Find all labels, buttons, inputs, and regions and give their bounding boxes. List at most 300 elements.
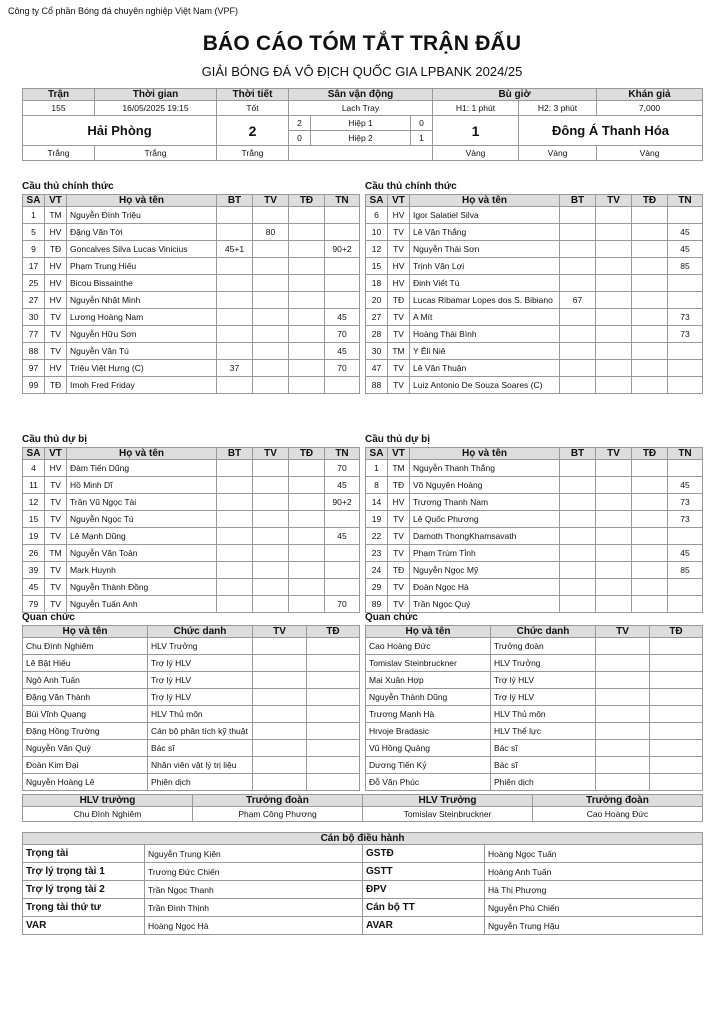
- yellow-card: [596, 562, 632, 579]
- player-row: [23, 207, 360, 224]
- referee-name: Hoàng Ngọc Hà: [145, 917, 363, 935]
- red-card: [289, 545, 325, 562]
- red-card: [632, 275, 668, 292]
- sub-minute: [668, 343, 703, 360]
- red-card: [289, 224, 325, 241]
- column-header: VT: [45, 195, 67, 207]
- referee-row: [23, 917, 703, 935]
- yellow-card: [596, 343, 632, 360]
- supervisor-name: Hà Thị Phượng: [485, 881, 703, 899]
- sub-minute: [325, 545, 360, 562]
- yellow-card: [253, 343, 289, 360]
- red-card: [289, 343, 325, 360]
- column-header: TĐ: [289, 195, 325, 207]
- sub-minute: 73: [668, 326, 703, 343]
- column-header: TV: [596, 448, 632, 460]
- summary-header-away-coach: HLV Trưởng: [363, 795, 533, 807]
- red-card: [650, 672, 703, 689]
- player-row: [366, 545, 703, 562]
- player-row: [366, 562, 703, 579]
- player-row: [23, 224, 360, 241]
- player-name: Đoàn Ngọc Hà: [410, 579, 560, 596]
- sub-minute: 45: [325, 343, 360, 360]
- position: TV: [388, 579, 410, 596]
- player-name: Hoàng Thái Bình: [410, 326, 560, 343]
- red-card: [632, 596, 668, 613]
- column-header: SA: [23, 448, 45, 460]
- sub-minute: 45: [668, 241, 703, 258]
- position: TM: [45, 207, 67, 224]
- goal-minute: [560, 494, 596, 511]
- official-role: HLV Trưởng: [148, 638, 253, 655]
- yellow-card: [253, 477, 289, 494]
- red-card: [307, 740, 360, 757]
- red-card: [632, 562, 668, 579]
- player-name: Đặng Văn Tới: [67, 224, 217, 241]
- shirt-number: 89: [366, 596, 388, 613]
- red-card: [289, 494, 325, 511]
- player-row: [23, 579, 360, 596]
- sub-minute: [668, 579, 703, 596]
- yellow-card: [253, 706, 307, 723]
- shirt-number: 1: [23, 207, 45, 224]
- position: TV: [388, 309, 410, 326]
- goal-minute: [217, 562, 253, 579]
- official-role: Trợ lý HLV: [148, 655, 253, 672]
- supervisor-role: GSTT: [363, 863, 485, 881]
- column-header: Họ và tên: [410, 195, 560, 207]
- player-name: Lucas Ribamar Lopes dos S. Bibiano: [410, 292, 560, 309]
- sub-minute: [668, 275, 703, 292]
- sub-minute: [668, 377, 703, 394]
- away-team-manager: Cao Hoàng Đức: [533, 807, 703, 822]
- player-row: [366, 241, 703, 258]
- player-name: Phạm Trùm Tỉnh: [410, 545, 560, 562]
- yellow-card: [253, 511, 289, 528]
- home-kit-socks: Trắng: [217, 146, 289, 161]
- official-name: Cao Hoàng Đức: [366, 638, 491, 655]
- player-name: Trương Thanh Nam: [410, 494, 560, 511]
- goal-minute: [560, 241, 596, 258]
- player-name: Đàm Tiến Dũng: [67, 460, 217, 477]
- official-name: Ngô Anh Tuấn: [23, 672, 148, 689]
- red-card: [289, 477, 325, 494]
- official-row: [366, 757, 703, 774]
- supervisor-name: Nguyễn Phú Chiến: [485, 899, 703, 917]
- red-card: [289, 579, 325, 596]
- official-name: Đặng Văn Thành: [23, 689, 148, 706]
- summary-header-home-manager: Trưởng đoàn: [193, 795, 363, 807]
- position: TĐ: [388, 477, 410, 494]
- red-card: [307, 655, 360, 672]
- referee-role: Trợ lý trọng tài 1: [23, 863, 145, 881]
- column-header: Họ và tên: [366, 626, 491, 638]
- red-card: [632, 545, 668, 562]
- column-header: Chức danh: [148, 626, 253, 638]
- column-header: TV: [253, 626, 307, 638]
- red-card: [632, 494, 668, 511]
- official-name: Hrvoje Bradasic: [366, 723, 491, 740]
- shirt-number: 88: [366, 377, 388, 394]
- yellow-card: [596, 579, 632, 596]
- yellow-card: [253, 545, 289, 562]
- red-card: [632, 460, 668, 477]
- goal-minute: [217, 275, 253, 292]
- goal-minute: [217, 494, 253, 511]
- column-header: SA: [23, 195, 45, 207]
- player-row: [23, 596, 360, 613]
- yellow-card: [596, 689, 650, 706]
- sub-minute: 70: [325, 360, 360, 377]
- goal-minute: [217, 258, 253, 275]
- red-card: [632, 207, 668, 224]
- goal-minute: [217, 377, 253, 394]
- player-row: [366, 326, 703, 343]
- goal-minute: [217, 343, 253, 360]
- red-card: [632, 343, 668, 360]
- column-header: SA: [366, 195, 388, 207]
- player-row: [23, 343, 360, 360]
- sub-minute: 73: [668, 511, 703, 528]
- away-score: 1: [433, 116, 519, 146]
- shirt-number: 18: [366, 275, 388, 292]
- supervisor-role: AVAR: [363, 917, 485, 935]
- red-card: [650, 740, 703, 757]
- shirt-number: 20: [366, 292, 388, 309]
- report-title: BÁO CÁO TÓM TẮT TRẬN ĐẤU: [202, 32, 522, 55]
- player-row: [366, 258, 703, 275]
- player-row: [366, 275, 703, 292]
- sub-minute: [325, 579, 360, 596]
- home-starters-title: Cầu thủ chính thức: [22, 181, 114, 192]
- official-role: Trợ lý HLV: [148, 672, 253, 689]
- red-card: [632, 511, 668, 528]
- league-subtitle: GIẢI BÓNG ĐÁ VÔ ĐỊCH QUỐC GIA LPBANK 2024/25: [201, 64, 523, 79]
- official-role: Bác sĩ: [491, 757, 596, 774]
- official-name: Mai Xuân Hợp: [366, 672, 491, 689]
- referee-role: Trọng tài thứ tư: [23, 899, 145, 917]
- shirt-number: 27: [366, 309, 388, 326]
- official-row: [366, 774, 703, 791]
- shirt-number: 24: [366, 562, 388, 579]
- referee-name: Trần Đình Thịnh: [145, 899, 363, 917]
- match-header-attendance: Khán giả: [597, 89, 703, 101]
- yellow-card: [253, 562, 289, 579]
- position: HV: [388, 494, 410, 511]
- player-name: Nguyễn Tuấn Anh: [67, 596, 217, 613]
- player-row: [23, 309, 360, 326]
- official-row: [366, 740, 703, 757]
- goal-minute: [560, 224, 596, 241]
- sub-minute: [325, 511, 360, 528]
- player-name: Lương Hoàng Nam: [67, 309, 217, 326]
- home-half1-score: 2: [289, 116, 311, 131]
- goal-minute: [217, 579, 253, 596]
- sub-minute: [325, 207, 360, 224]
- position: TM: [45, 545, 67, 562]
- red-card: [632, 528, 668, 545]
- column-header: TN: [668, 448, 703, 460]
- position: HV: [45, 224, 67, 241]
- player-name: Imoh Fred Friday: [67, 377, 217, 394]
- goal-minute: [560, 377, 596, 394]
- player-row: [366, 528, 703, 545]
- shirt-number: 39: [23, 562, 45, 579]
- red-card: [289, 511, 325, 528]
- referee-name: Nguyễn Trung Kiên: [145, 845, 363, 863]
- red-card: [307, 638, 360, 655]
- shirt-number: 19: [23, 528, 45, 545]
- yellow-card: [253, 774, 307, 791]
- sub-minute: 70: [325, 596, 360, 613]
- player-row: [23, 562, 360, 579]
- yellow-card: [596, 377, 632, 394]
- player-row: [23, 511, 360, 528]
- player-row: [23, 258, 360, 275]
- position: HV: [45, 292, 67, 309]
- away-kit-socks: Vàng: [597, 146, 703, 161]
- red-card: [632, 292, 668, 309]
- position: TV: [45, 309, 67, 326]
- yellow-card: [253, 655, 307, 672]
- position: HV: [388, 258, 410, 275]
- shirt-number: 9: [23, 241, 45, 258]
- sub-minute: 70: [325, 460, 360, 477]
- yellow-card: [253, 360, 289, 377]
- position: TĐ: [388, 562, 410, 579]
- player-name: Luiz Antonio De Souza Soares (C): [410, 377, 560, 394]
- position: TV: [388, 511, 410, 528]
- official-row: [366, 723, 703, 740]
- player-name: Phạm Trung Hiếu: [67, 258, 217, 275]
- sub-minute: [325, 292, 360, 309]
- red-card: [307, 672, 360, 689]
- yellow-card: [253, 757, 307, 774]
- column-header: TV: [596, 195, 632, 207]
- official-row: [23, 638, 360, 655]
- yellow-card: [253, 638, 307, 655]
- yellow-card: [253, 494, 289, 511]
- position: HV: [388, 207, 410, 224]
- supervisor-role: Cán bộ TT: [363, 899, 485, 917]
- yellow-card: [596, 292, 632, 309]
- goal-minute: [560, 360, 596, 377]
- shirt-number: 30: [23, 309, 45, 326]
- match-id: 155: [23, 101, 95, 116]
- red-card: [289, 275, 325, 292]
- player-name: Lê Mạnh Dũng: [67, 528, 217, 545]
- player-row: [366, 511, 703, 528]
- shirt-number: 45: [23, 579, 45, 596]
- position: TV: [45, 579, 67, 596]
- player-row: [366, 596, 703, 613]
- official-role: HLV Thủ môn: [491, 706, 596, 723]
- yellow-card: [596, 207, 632, 224]
- position: HV: [45, 275, 67, 292]
- player-name: Y Êli Niê: [410, 343, 560, 360]
- yellow-card: [253, 740, 307, 757]
- sub-minute: 90+2: [325, 241, 360, 258]
- player-row: [23, 494, 360, 511]
- official-role: HLV Trưởng: [491, 655, 596, 672]
- yellow-card: [596, 511, 632, 528]
- yellow-card: [253, 377, 289, 394]
- column-header: TN: [325, 448, 360, 460]
- red-card: [289, 528, 325, 545]
- goal-minute: [560, 562, 596, 579]
- goal-minute: [217, 545, 253, 562]
- yellow-card: [253, 723, 307, 740]
- red-card: [289, 562, 325, 579]
- column-header: TN: [325, 195, 360, 207]
- column-header: TV: [253, 448, 289, 460]
- position: HV: [388, 275, 410, 292]
- official-role: Bác sĩ: [148, 740, 253, 757]
- player-name: Nguyễn Thái Sơn: [410, 241, 560, 258]
- player-name: Bicou Bissainthe: [67, 275, 217, 292]
- player-name: A Mít: [410, 309, 560, 326]
- official-row: [23, 655, 360, 672]
- shirt-number: 26: [23, 545, 45, 562]
- home-score: 2: [217, 116, 289, 146]
- home-half2-score: 0: [289, 131, 311, 146]
- goal-minute: [560, 545, 596, 562]
- official-name: Đặng Hồng Trường: [23, 723, 148, 740]
- column-header: VT: [45, 448, 67, 460]
- red-card: [632, 309, 668, 326]
- official-name: Trương Mạnh Hà: [366, 706, 491, 723]
- home-subs-table: [22, 447, 360, 613]
- player-row: [366, 460, 703, 477]
- yellow-card: 80: [253, 224, 289, 241]
- goal-minute: [560, 326, 596, 343]
- column-header: VT: [388, 448, 410, 460]
- away-head-coach: Tomislav Steinbruckner: [363, 807, 533, 822]
- yellow-card: [596, 241, 632, 258]
- sub-minute: [668, 528, 703, 545]
- half2-label: Hiệp 2: [311, 131, 411, 146]
- goal-minute: 37: [217, 360, 253, 377]
- player-name: Trịnh Văn Lợi: [410, 258, 560, 275]
- yellow-card: [596, 224, 632, 241]
- column-header: SA: [366, 448, 388, 460]
- player-row: [366, 207, 703, 224]
- shirt-number: 15: [366, 258, 388, 275]
- sub-minute: 45: [325, 309, 360, 326]
- match-header-stadium: Sân vận động: [289, 89, 433, 101]
- shirt-number: 30: [366, 343, 388, 360]
- sub-minute: [325, 377, 360, 394]
- match-header-stoppage: Bù giờ: [433, 89, 597, 101]
- red-card: [632, 258, 668, 275]
- supervisor-name: Hoàng Ngọc Tuấn: [485, 845, 703, 863]
- match-header-time: Thời gian: [95, 89, 217, 101]
- official-role: Nhân viên vật lý trị liệu: [148, 757, 253, 774]
- shirt-number: 29: [366, 579, 388, 596]
- position: TV: [45, 477, 67, 494]
- official-name: Vũ Hồng Quảng: [366, 740, 491, 757]
- referee-section-title: Cán bộ điều hành: [23, 833, 703, 845]
- red-card: [650, 757, 703, 774]
- home-head-coach: Chu Đình Nghiêm: [23, 807, 193, 822]
- red-card: [650, 655, 703, 672]
- player-row: [366, 360, 703, 377]
- column-header: Họ và tên: [23, 626, 148, 638]
- yellow-card: [596, 596, 632, 613]
- goal-minute: [560, 579, 596, 596]
- position: HV: [45, 460, 67, 477]
- match-time: 16/05/2025 19:15: [95, 101, 217, 116]
- half1-label: Hiệp 1: [311, 116, 411, 131]
- away-starters-title: Cầu thủ chính thức: [365, 181, 457, 192]
- shirt-number: 12: [23, 494, 45, 511]
- column-header: TĐ: [289, 448, 325, 460]
- player-row: [366, 224, 703, 241]
- goal-minute: [560, 343, 596, 360]
- shirt-number: 79: [23, 596, 45, 613]
- official-role: Cán bộ phân tích kỹ thuật: [148, 723, 253, 740]
- official-role: Phiên dịch: [148, 774, 253, 791]
- position: TV: [45, 326, 67, 343]
- sub-minute: [325, 275, 360, 292]
- shirt-number: 99: [23, 377, 45, 394]
- official-row: [366, 638, 703, 655]
- position: TV: [388, 545, 410, 562]
- referee-row: [23, 863, 703, 881]
- sub-minute: 45: [668, 545, 703, 562]
- position: TV: [388, 360, 410, 377]
- official-role: HLV Thể lực: [491, 723, 596, 740]
- red-card: [289, 377, 325, 394]
- column-header: TV: [253, 195, 289, 207]
- red-card: [632, 241, 668, 258]
- sub-minute: [325, 258, 360, 275]
- goal-minute: [217, 511, 253, 528]
- official-row: [23, 774, 360, 791]
- player-row: [366, 477, 703, 494]
- official-name: Nguyễn Văn Quý: [23, 740, 148, 757]
- player-row: [23, 477, 360, 494]
- position: TV: [45, 562, 67, 579]
- away-officials-title: Quan chức: [365, 612, 418, 623]
- position: TĐ: [388, 292, 410, 309]
- away-subs-title: Cầu thủ dự bị: [365, 434, 431, 445]
- sub-minute: [668, 460, 703, 477]
- goal-minute: [560, 511, 596, 528]
- shirt-number: 77: [23, 326, 45, 343]
- yellow-card: [253, 596, 289, 613]
- yellow-card: [596, 655, 650, 672]
- yellow-card: [253, 275, 289, 292]
- official-name: Tomislav Steinbruckner: [366, 655, 491, 672]
- shirt-number: 5: [23, 224, 45, 241]
- red-card: [289, 258, 325, 275]
- summary-header-home-coach: HLV trưởng: [23, 795, 193, 807]
- red-card: [632, 579, 668, 596]
- shirt-number: 12: [366, 241, 388, 258]
- official-role: HLV Thủ môn: [148, 706, 253, 723]
- official-role: Trợ lý HLV: [148, 689, 253, 706]
- shirt-number: 28: [366, 326, 388, 343]
- player-row: [23, 241, 360, 258]
- shirt-number: 4: [23, 460, 45, 477]
- home-kit-shirt: Trắng: [23, 146, 95, 161]
- player-name: Trần Ngọc Quý: [410, 596, 560, 613]
- shirt-number: 23: [366, 545, 388, 562]
- supervisor-role: GSTĐ: [363, 845, 485, 863]
- red-card: [307, 689, 360, 706]
- goal-minute: [217, 596, 253, 613]
